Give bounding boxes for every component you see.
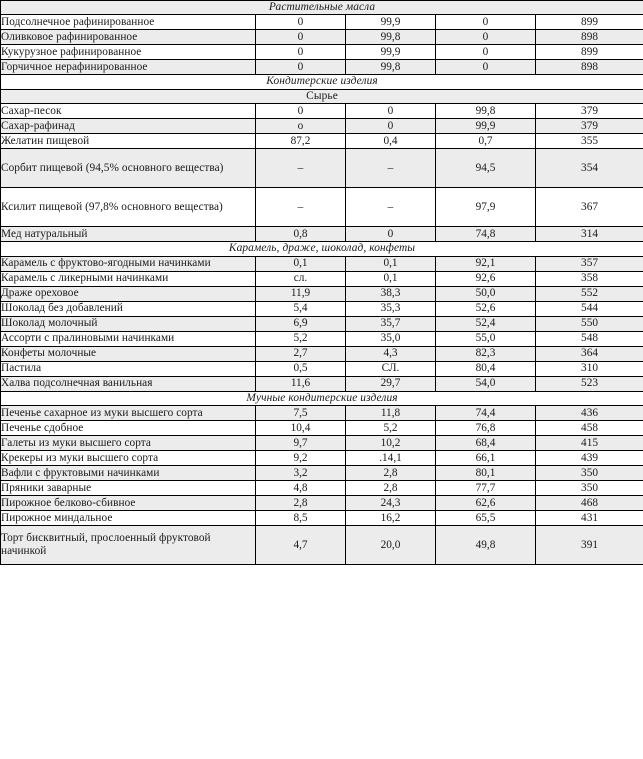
table-row [1, 511, 643, 526]
table-row [1, 526, 643, 565]
value-cell-3: 52,4 [436, 316, 536, 331]
value-cell-2: 35,7 [346, 316, 436, 331]
section-header-row [1, 89, 643, 103]
value-cell-4: 367 [536, 188, 643, 227]
product-name-cell: Пряники заварные [1, 481, 256, 496]
value-cell-2: 0,1 [346, 271, 436, 286]
value-cell-3: 80,1 [436, 466, 536, 481]
value-cell-4: 431 [536, 511, 643, 526]
table-row [1, 271, 643, 286]
value-cell-4: 439 [536, 451, 643, 466]
table-row [1, 361, 643, 376]
value-cell-3: 92,6 [436, 271, 536, 286]
table-row [1, 301, 643, 316]
value-cell-3: 82,3 [436, 346, 536, 361]
value-cell-2: 0 [346, 119, 436, 134]
value-cell-4: 899 [536, 45, 643, 60]
value-cell-1: 6,9 [256, 316, 346, 331]
table-row [1, 376, 643, 391]
product-name-cell: Карамель с фруктово-ягодными начинками [1, 256, 256, 271]
value-cell-2: – [346, 188, 436, 227]
value-cell-1: 5,4 [256, 301, 346, 316]
value-cell-1: 7,5 [256, 406, 346, 421]
table-row [1, 421, 643, 436]
value-cell-1: сл. [256, 271, 346, 286]
value-cell-3: 74,8 [436, 227, 536, 242]
value-cell-1: 0,8 [256, 227, 346, 242]
value-cell-3: 0 [436, 45, 536, 60]
value-cell-2: 24,3 [346, 496, 436, 511]
value-cell-3: 54,0 [436, 376, 536, 391]
value-cell-2: 20,0 [346, 526, 436, 565]
table-row [1, 466, 643, 481]
product-name-cell: Пирожное миндальное [1, 511, 256, 526]
table-row [1, 406, 643, 421]
value-cell-2: 0,4 [346, 134, 436, 149]
value-cell-1: 0 [256, 60, 346, 75]
value-cell-3: 0 [436, 30, 536, 45]
value-cell-1: 0,1 [256, 256, 346, 271]
value-cell-3: 74,4 [436, 406, 536, 421]
value-cell-1: о [256, 119, 346, 134]
product-name-cell: Вафли с фруктовыми начинками [1, 466, 256, 481]
value-cell-1: 4,8 [256, 481, 346, 496]
value-cell-2: 0 [346, 227, 436, 242]
table-row [1, 316, 643, 331]
value-cell-1: 0,5 [256, 361, 346, 376]
value-cell-4: 357 [536, 256, 643, 271]
value-cell-2: СЛ. [346, 361, 436, 376]
table-row [1, 227, 643, 242]
value-cell-1: – [256, 188, 346, 227]
value-cell-4: 544 [536, 301, 643, 316]
value-cell-2: 0,1 [346, 256, 436, 271]
product-name-cell: Ассорти с пралиновыми начинками [1, 331, 256, 346]
product-name-cell: Пирожное белково-сбивное [1, 496, 256, 511]
value-cell-2: 99,8 [346, 30, 436, 45]
table-row [1, 134, 643, 149]
value-cell-3: 0 [436, 15, 536, 30]
product-name-cell: Оливковое рафинированное [1, 30, 256, 45]
table-row [1, 436, 643, 451]
value-cell-3: 94,5 [436, 149, 536, 188]
value-cell-4: 379 [536, 119, 643, 134]
value-cell-2: 2,8 [346, 466, 436, 481]
table-row [1, 119, 643, 134]
table-row [1, 104, 643, 119]
product-name-cell: Драже ореховое [1, 286, 256, 301]
value-cell-4: 468 [536, 496, 643, 511]
table-row [1, 188, 643, 227]
value-cell-3: 55,0 [436, 331, 536, 346]
value-cell-4: 458 [536, 421, 643, 436]
product-name-cell: Подсолнечное рафинированное [1, 15, 256, 30]
value-cell-3: 66,1 [436, 451, 536, 466]
value-cell-1: 0 [256, 15, 346, 30]
product-name-cell: Пастила [1, 361, 256, 376]
value-cell-2: 5,2 [346, 421, 436, 436]
value-cell-1: – [256, 149, 346, 188]
value-cell-4: 548 [536, 331, 643, 346]
product-name-cell: Сахар-рафинад [1, 119, 256, 134]
value-cell-1: 0 [256, 104, 346, 119]
value-cell-4: 354 [536, 149, 643, 188]
value-cell-2: 11,8 [346, 406, 436, 421]
value-cell-3: 0 [436, 60, 536, 75]
value-cell-1: 0 [256, 30, 346, 45]
value-cell-4: 523 [536, 376, 643, 391]
value-cell-2: 99,9 [346, 45, 436, 60]
product-name-cell: Печенье сахарное из муки высшего сорта [1, 406, 256, 421]
value-cell-4: 391 [536, 526, 643, 565]
value-cell-2: 99,9 [346, 15, 436, 30]
table-row [1, 45, 643, 60]
section-header-row [1, 242, 643, 256]
product-name-cell: Шоколад без добавлений [1, 301, 256, 316]
value-cell-3: 49,8 [436, 526, 536, 565]
value-cell-3: 80,4 [436, 361, 536, 376]
value-cell-4: 350 [536, 466, 643, 481]
value-cell-1: 5,2 [256, 331, 346, 346]
product-name-cell: Желатин пищевой [1, 134, 256, 149]
value-cell-3: 68,4 [436, 436, 536, 451]
section-header-label: Сырье [1, 89, 643, 103]
product-name-cell: Печенье сдобное [1, 421, 256, 436]
product-name-cell: Шоколад молочный [1, 316, 256, 331]
value-cell-4: 379 [536, 104, 643, 119]
value-cell-1: 9,7 [256, 436, 346, 451]
section-header-row [1, 391, 643, 405]
product-name-cell: Ксилит пищевой (97,8% основного вещества) [1, 188, 256, 227]
value-cell-3: 65,5 [436, 511, 536, 526]
product-name-cell: Сахар-песок [1, 104, 256, 119]
table-row [1, 60, 643, 75]
value-cell-3: 0,7 [436, 134, 536, 149]
section-header-row [1, 1, 643, 15]
value-cell-4: 898 [536, 60, 643, 75]
product-name-cell: Сорбит пищевой (94,5% основного вещества) [1, 149, 256, 188]
value-cell-2: 0 [346, 104, 436, 119]
table-row [1, 286, 643, 301]
value-cell-3: 50,0 [436, 286, 536, 301]
value-cell-4: 310 [536, 361, 643, 376]
value-cell-2: – [346, 149, 436, 188]
table-row [1, 30, 643, 45]
product-name-cell: Мед натуральный [1, 227, 256, 242]
value-cell-2: 2,8 [346, 481, 436, 496]
section-header-label: Карамель, драже, шоколад, конфеты [1, 242, 643, 256]
value-cell-2: 16,2 [346, 511, 436, 526]
value-cell-2: 38,3 [346, 286, 436, 301]
value-cell-1: 10,4 [256, 421, 346, 436]
value-cell-3: 99,8 [436, 104, 536, 119]
value-cell-3: 62,6 [436, 496, 536, 511]
value-cell-3: 77,7 [436, 481, 536, 496]
value-cell-2: 10,2 [346, 436, 436, 451]
value-cell-3: 52,6 [436, 301, 536, 316]
section-header-label: Растительные масла [1, 1, 643, 15]
product-name-cell: Карамель с ликерными начинками [1, 271, 256, 286]
product-name-cell: Торт бисквитный, прослоенный фруктовой начинкой [1, 526, 256, 565]
value-cell-3: 92,1 [436, 256, 536, 271]
table-row [1, 149, 643, 188]
value-cell-1: 3,2 [256, 466, 346, 481]
table-row [1, 331, 643, 346]
value-cell-3: 97,9 [436, 188, 536, 227]
nutrition-table-body [1, 1, 643, 565]
section-header-row [1, 75, 643, 89]
product-name-cell: Кукурузное рафинированное [1, 45, 256, 60]
value-cell-2: 35,3 [346, 301, 436, 316]
value-cell-4: 364 [536, 346, 643, 361]
value-cell-4: 358 [536, 271, 643, 286]
table-row [1, 496, 643, 511]
value-cell-1: 2,8 [256, 496, 346, 511]
value-cell-2: 29,7 [346, 376, 436, 391]
product-name-cell: Галеты из муки высшего сорта [1, 436, 256, 451]
value-cell-1: 8,5 [256, 511, 346, 526]
product-name-cell: Крекеры из муки высшего сорта [1, 451, 256, 466]
value-cell-4: 314 [536, 227, 643, 242]
product-name-cell: Халва подсолнечная ванильная [1, 376, 256, 391]
value-cell-1: 11,6 [256, 376, 346, 391]
value-cell-1: 0 [256, 45, 346, 60]
value-cell-4: 355 [536, 134, 643, 149]
table-row [1, 346, 643, 361]
section-header-label: Кондитерские изделия [1, 75, 643, 89]
table-row [1, 451, 643, 466]
value-cell-4: 899 [536, 15, 643, 30]
value-cell-4: 552 [536, 286, 643, 301]
value-cell-4: 415 [536, 436, 643, 451]
value-cell-1: 9,2 [256, 451, 346, 466]
section-header-label: Мучные кондитерские изделия [1, 391, 643, 405]
value-cell-2: .14,1 [346, 451, 436, 466]
value-cell-1: 87,2 [256, 134, 346, 149]
value-cell-1: 2,7 [256, 346, 346, 361]
value-cell-3: 99,9 [436, 119, 536, 134]
value-cell-2: 99,8 [346, 60, 436, 75]
value-cell-4: 898 [536, 30, 643, 45]
value-cell-1: 11,9 [256, 286, 346, 301]
value-cell-3: 76,8 [436, 421, 536, 436]
value-cell-2: 4,3 [346, 346, 436, 361]
product-name-cell: Конфеты молочные [1, 346, 256, 361]
value-cell-4: 350 [536, 481, 643, 496]
value-cell-2: 35,0 [346, 331, 436, 346]
value-cell-4: 550 [536, 316, 643, 331]
product-name-cell: Горчичное нерафинированное [1, 60, 256, 75]
table-row [1, 481, 643, 496]
table-row [1, 256, 643, 271]
table-row [1, 15, 643, 30]
value-cell-1: 4,7 [256, 526, 346, 565]
value-cell-4: 436 [536, 406, 643, 421]
